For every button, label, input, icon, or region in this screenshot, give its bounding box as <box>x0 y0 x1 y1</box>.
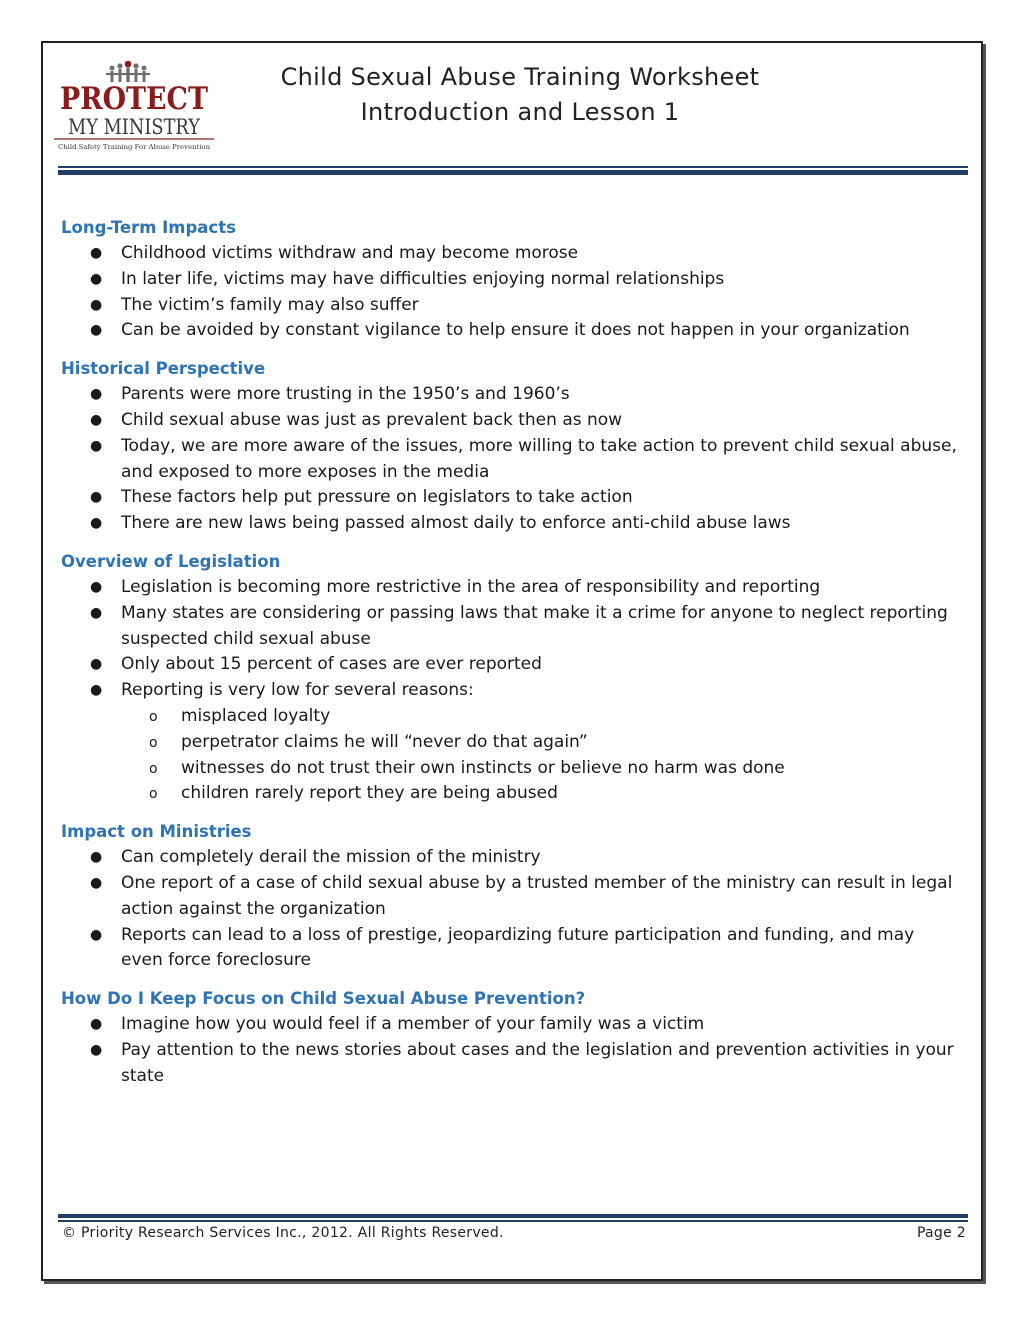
circle-bullet-icon: o <box>149 786 158 803</box>
list-item: ● Imagine how you would feel if a member of your family was a victim <box>61 1012 961 1038</box>
bullet-icon: ● <box>90 386 103 403</box>
list-item: ● Only about 15 percent of cases are ever reported <box>61 652 961 678</box>
list-item: ● Pay attention to the news stories about cases and the legislation and prevention activities in your state <box>90 1039 954 1086</box>
logo-tagline: Child Safety Training For Abuse Prevention <box>58 144 211 151</box>
title-line-1: Child Sexual Abuse Training Worksheet <box>280 63 760 91</box>
footer-rule <box>58 1214 968 1222</box>
circle-bullet-icon: o <box>149 708 158 725</box>
footer-page-number: Page 2 <box>916 1225 966 1241</box>
list-item: ● In later life, victims may have difficulties enjoying normal relationships <box>61 267 961 293</box>
bullet-list <box>61 1012 961 1089</box>
bullet-icon: ● <box>90 245 103 261</box>
list-item: ● There are new laws being passed almost daily to enforce anti-child abuse laws <box>61 511 961 537</box>
protect-my-ministry-logo <box>54 60 214 155</box>
list-item: ● Child sexual abuse was just as prevalent back then as now <box>61 408 961 434</box>
list-item: ● These factors help put pressure on legislators to take action <box>61 485 961 511</box>
list-item: ● Many states are considering or passing laws that make it a crime for anyone to neglect reporting suspected child sexual abuse <box>90 602 948 649</box>
bullet-icon: ● <box>90 489 103 506</box>
worksheet-content <box>61 215 961 1102</box>
list-item: ● Can completely derail the mission of the ministry <box>61 845 961 871</box>
sub-list-item: o perpetrator claims he will “never do that again” <box>121 730 961 756</box>
list-item: ● Today, we are more aware of the issues, more willing to take action to prevent child sexual abuse, and exposed to more exposes in the media <box>90 435 957 482</box>
sub-list-item: o children rarely report they are being abused <box>121 781 961 807</box>
document-title <box>210 60 830 130</box>
bullet-icon: ● <box>90 515 103 532</box>
bullet-icon: ● <box>90 849 103 866</box>
bullet-list <box>61 382 961 537</box>
bullet-list <box>61 241 961 344</box>
bullet-icon: ● <box>90 1016 103 1033</box>
bullet-icon: ● <box>90 926 103 943</box>
section-heading-long-term-impacts: Long-Term Impacts <box>61 218 236 237</box>
section-heading-keep-focus: How Do I Keep Focus on Child Sexual Abuse Prevention? <box>61 989 586 1009</box>
list-item: ● Reports can lead to a loss of prestige, jeopardizing future participation and funding, and may even force foreclosure <box>90 924 915 971</box>
bullet-icon: ● <box>90 322 103 339</box>
list-item: ● One report of a case of child sexual abuse by a trusted member of the ministry can result in legal action against the organization <box>90 872 953 919</box>
list-item: ● Parents were more trusting in the 1950’s and 1960’s <box>61 382 961 408</box>
section-heading-overview-of-legislation: Overview of Legislation <box>61 551 281 571</box>
bullet-icon: ● <box>90 296 103 313</box>
section-heading-impact-on-ministries: Impact on Ministries <box>61 822 252 842</box>
title-line-2: Introduction and Lesson 1 <box>360 98 680 126</box>
bullet-icon: ● <box>90 656 103 673</box>
logo-line2: MY MINISTRY <box>68 115 201 139</box>
circle-bullet-icon: o <box>149 760 158 777</box>
footer-copyright: © Priority Research Services Inc., 2012. All Rights Reserved. <box>62 1225 504 1241</box>
logo-line1: PROTECT <box>60 81 208 117</box>
bullet-icon: ● <box>90 411 103 428</box>
circle-bullet-icon: o <box>149 734 158 751</box>
sub-list-item: o witnesses do not trust their own instincts or believe no harm was done <box>121 756 961 782</box>
sub-bullet-list <box>121 704 961 807</box>
bullet-icon: ● <box>90 270 103 287</box>
bullet-list <box>61 575 961 807</box>
list-item: ● Legislation is becoming more restrictive in the area of responsibility and reporting <box>61 575 961 601</box>
bullet-icon: ● <box>90 682 103 699</box>
list-item: ● Reporting is very low for several reasons: o misplaced loyalty o perpetrator claims he will “never do that again” o witnesses do not trust their own instincts or believe no harm was done o children rarely report they are being abused <box>61 678 961 807</box>
sub-list-item: o misplaced loyalty <box>121 704 961 730</box>
header-rule <box>58 166 968 175</box>
bullet-icon: ● <box>90 437 103 454</box>
bullet-icon: ● <box>90 604 103 621</box>
section-heading-historical-perspective: Historical Perspective <box>61 359 266 379</box>
bullet-icon: ● <box>90 1041 103 1058</box>
bullet-icon: ● <box>90 578 103 595</box>
list-item: ● Can be avoided by constant vigilance to help ensure it does not happen in your organization <box>61 318 961 344</box>
bullet-list <box>61 845 961 974</box>
list-item: ● Childhood victims withdraw and may become morose <box>61 241 961 267</box>
list-item: ● The victim’s family may also suffer <box>61 293 961 319</box>
bullet-icon: ● <box>90 874 103 891</box>
